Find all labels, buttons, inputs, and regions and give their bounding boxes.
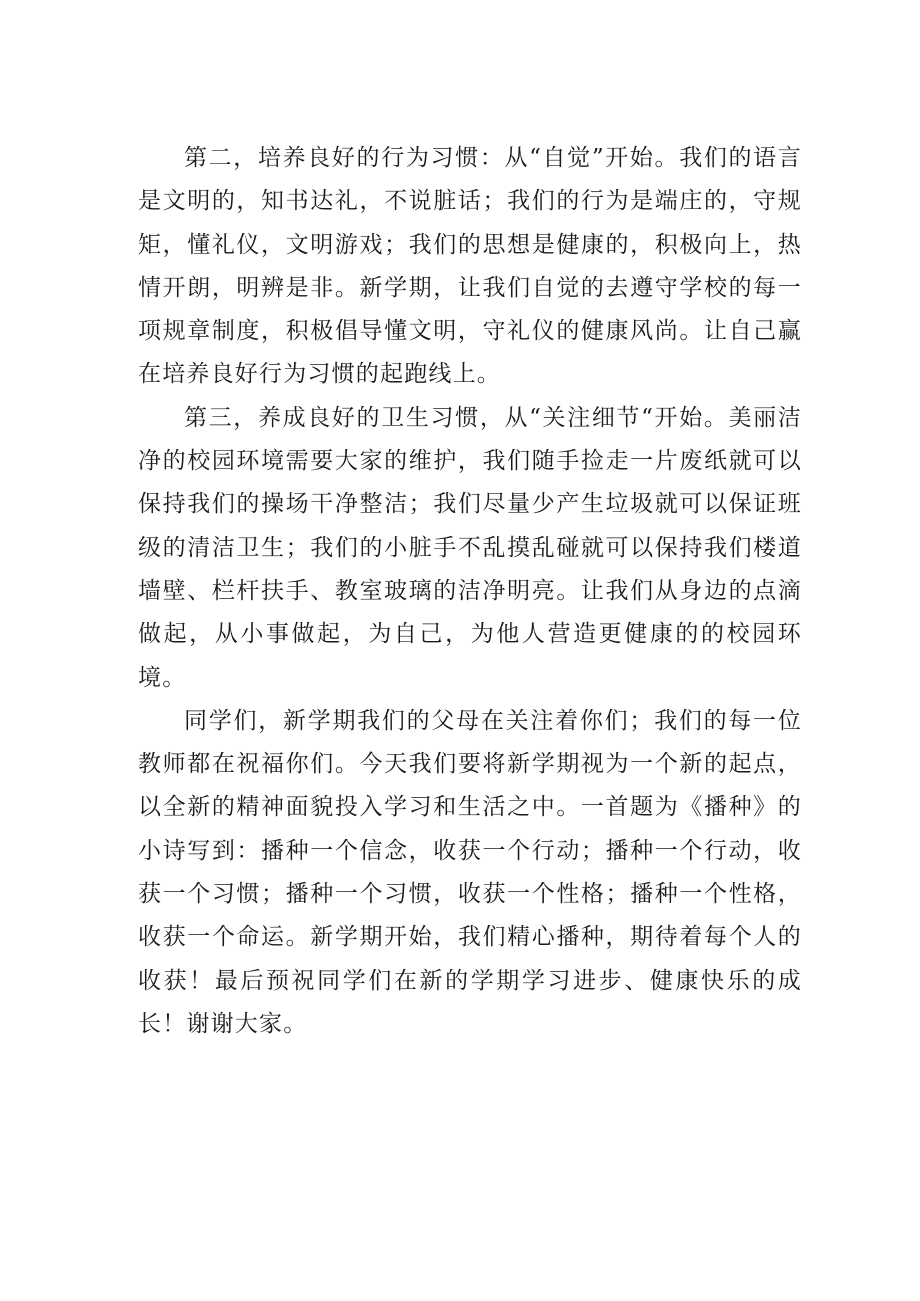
document-body — [138, 137, 802, 1046]
paragraph-hygiene-habits: 第三，养成良好的卫生习惯，从“关注细节“开始。美丽洁净的校园环境需要大家的维护，我们随手捡走一片废纸就可以保持我们的操场干净整洁；我们尽量少产生垃圾就可以保证班级的清洁卫生；我们的小脏手不乱摸乱碰就可以保持我们楼道墙壁、栏杆扶手、教室玻璃的洁净明亮。让我们从身边的点滴做起，从小事做起，为自己，为他人营造更健康的的校园环境。 — [138, 404, 802, 691]
paragraph-behavior-habits: 第二，培养良好的行为习惯：从“自觉”开始。我们的语言是文明的，知书达礼，不说脏话；我们的行为是端庄的，守规矩，懂礼仪，文明游戏；我们的思想是健康的，积极向上，热情开朗，明辨是非。新学期，让我们自觉的去遵守学校的每一项规章制度，积极倡导懂文明，守礼仪的健康风尚。让自己赢在培养良好行为习惯的起跑线上。 — [138, 145, 802, 388]
paragraph-closing: 同学们，新学期我们的父母在关注着你们；我们的每一位教师都在祝福你们。今天我们要将新学期视为一个新的起点，以全新的精神面貌投入学习和生活之中。一首题为《播种》的小诗写到：播种一个信念，收获一个行动；播种一个行动，收获一个习惯；播种一个习惯，收获一个性格；播种一个性格，收获一个命运。新学期开始，我们精心播种，期待着每个人的收获！最后预祝同学们在新的学期学习进步、健康快乐的成长！谢谢大家。 — [138, 707, 802, 1037]
